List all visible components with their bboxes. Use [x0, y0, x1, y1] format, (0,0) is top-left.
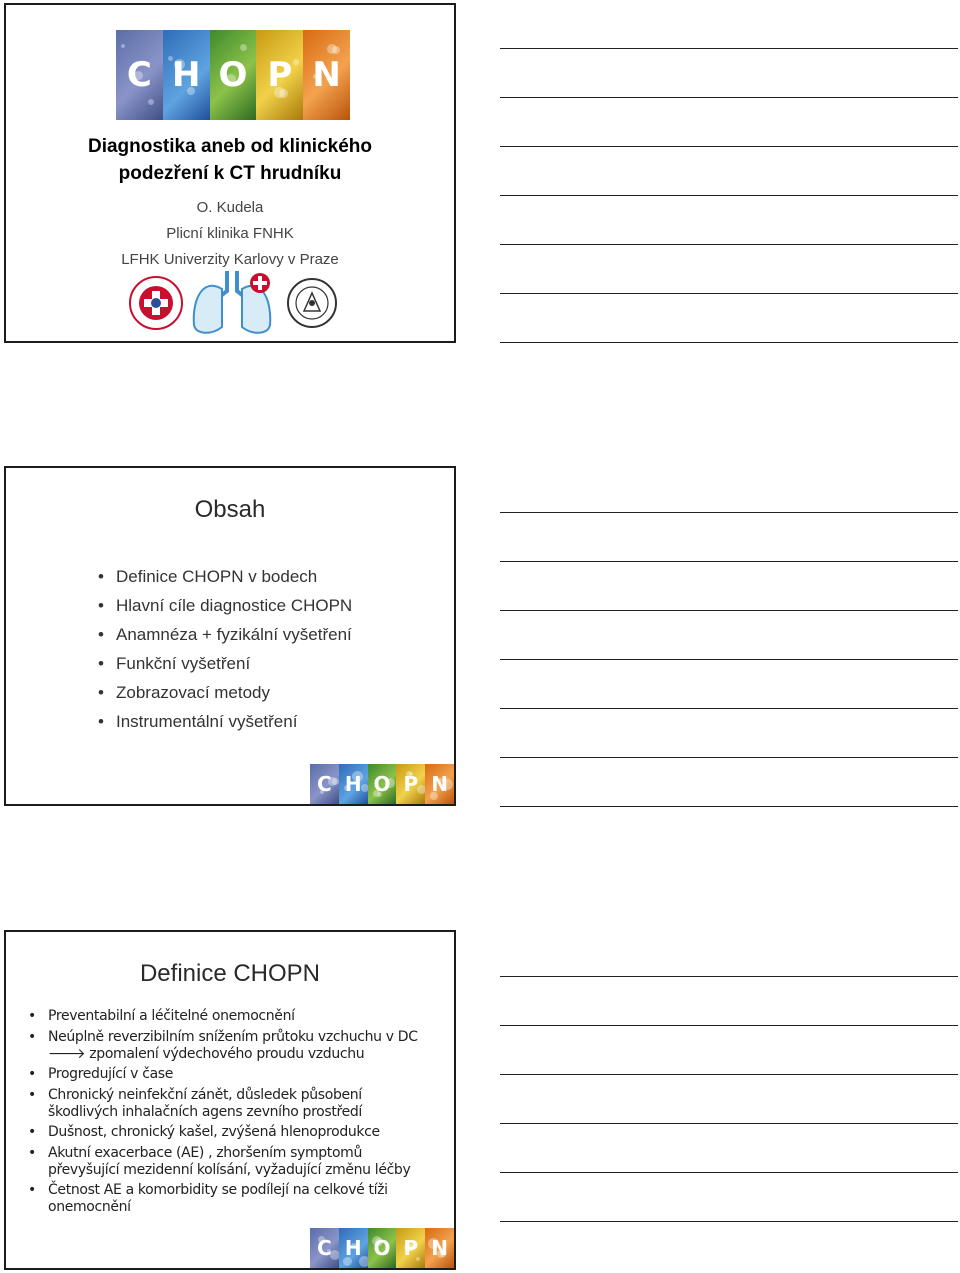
banner-letter-n: N	[425, 1228, 454, 1268]
droplet-decoration	[351, 1243, 357, 1249]
banner-letter-c: C	[310, 1228, 339, 1268]
droplet-decoration	[327, 1249, 331, 1253]
note-line	[500, 97, 958, 98]
logo-row	[6, 265, 454, 339]
droplet-decoration	[344, 785, 350, 791]
contents-heading: Obsah	[194, 496, 266, 523]
droplet-decoration	[293, 59, 299, 65]
note-line	[500, 610, 958, 611]
note-line	[500, 146, 958, 147]
definition-line-1: Progredující v čase	[48, 1066, 174, 1082]
contents-item: • Definice CHOPN v bodech	[98, 562, 352, 591]
banner-letter-o: O	[368, 764, 397, 804]
banner-letter-h: H	[339, 764, 368, 804]
droplet-decoration	[274, 87, 285, 98]
droplet-decoration	[428, 1238, 439, 1249]
chopn-banner	[116, 30, 350, 120]
droplet-decoration	[343, 1257, 352, 1266]
note-line	[500, 1123, 958, 1124]
definition-line-1: Dušnost, chronický kašel, zvýšená hlenoprodukce	[48, 1124, 380, 1140]
note-line	[500, 1025, 958, 1026]
note-line	[500, 1172, 958, 1173]
note-line	[500, 1074, 958, 1075]
title-line-2: podezření k CT hrudníku	[118, 163, 342, 184]
contents-item: • Hlavní cíle diagnostice CHOPN	[98, 591, 352, 620]
definition-item	[28, 1124, 448, 1141]
droplet-decoration	[327, 44, 337, 54]
note-line	[500, 561, 958, 562]
droplet-decoration	[437, 1250, 445, 1258]
title-line-1: Diagnostika aneb od klinického	[87, 136, 372, 157]
contents-item: • Funkční vyšetření	[98, 649, 352, 678]
contents-list	[98, 562, 352, 736]
faculty-seal-logo	[288, 279, 336, 327]
note-line	[500, 48, 958, 49]
droplet-decoration	[328, 777, 337, 786]
contents-item: • Zobrazovací metody	[98, 678, 352, 707]
banner-letter-h: H	[339, 1228, 368, 1268]
droplet-decoration	[313, 74, 318, 79]
droplet-decoration	[320, 790, 324, 794]
contents-item: • Instrumentální vyšetření	[98, 707, 352, 736]
droplet-decoration	[383, 1250, 388, 1255]
definition-item	[28, 1008, 448, 1025]
note-line	[500, 244, 958, 245]
definition-item	[28, 1029, 448, 1063]
banner-letter-o: O	[368, 1228, 397, 1268]
definition-line-2: škodlivých inhalačních agens zevního prostředí	[48, 1103, 362, 1120]
author-name: O. Kudela	[196, 199, 264, 216]
definition-line-1: Preventabilní a léčitelné onemocnění	[48, 1008, 295, 1024]
banner-letter-p: P	[396, 1228, 425, 1268]
droplet-decoration	[318, 1236, 325, 1243]
presentation-title	[6, 133, 454, 187]
droplet-decoration	[352, 771, 363, 782]
banner-letter-o: O	[210, 30, 257, 120]
droplet-decoration	[226, 74, 236, 84]
droplet-decoration	[148, 99, 154, 105]
slide-contents	[4, 466, 456, 806]
note-line	[500, 195, 958, 196]
definition-list	[28, 1008, 448, 1220]
note-line	[500, 757, 958, 758]
banner-letter-n: N	[303, 30, 350, 120]
definition-item	[28, 1066, 448, 1083]
droplet-decoration	[221, 71, 225, 75]
droplet-decoration	[187, 87, 195, 95]
droplet-decoration	[168, 56, 173, 61]
droplet-decoration	[121, 44, 125, 48]
definition-line-1: Chronický neinfekční zánět, důsledek působení	[48, 1086, 362, 1103]
definition-line-1: Četnost AE a komorbidity se podílejí na celkové tíži	[48, 1182, 388, 1198]
droplet-decoration	[134, 71, 143, 80]
note-line	[500, 512, 958, 513]
droplet-decoration	[416, 1257, 420, 1261]
droplet-decoration	[430, 792, 438, 800]
droplet-decoration	[240, 44, 247, 51]
droplet-decoration	[174, 59, 185, 70]
clinic-name: Plicní klinika FNHK	[166, 225, 294, 242]
slide-definition	[4, 930, 456, 1270]
droplet-decoration	[406, 771, 412, 777]
definition-line-2: převyšující mezidenní kolísání, vyžadující změnu léčby	[48, 1161, 411, 1178]
definition-item	[28, 1182, 448, 1216]
note-line	[500, 659, 958, 660]
contents-item: • Anamnéza + fyzikální vyšetření	[98, 620, 352, 649]
faculty-name: LFHK Univerzity Karlovy v Praze	[121, 251, 339, 268]
definition-line-1: Neúplně reverzibilním snížením průtoku vzchuchu v DC	[48, 1028, 418, 1045]
note-line	[500, 293, 958, 294]
slide-title	[4, 3, 456, 343]
droplet-decoration	[442, 779, 453, 790]
banner-letter-c: C	[116, 30, 163, 120]
banner-letter-h: H	[163, 30, 210, 120]
banner-letter-n: N	[425, 764, 454, 804]
droplet-decoration	[385, 778, 395, 788]
hospital-logo	[130, 277, 182, 329]
definition-heading: Definice CHOPN	[139, 960, 321, 987]
chopn-banner-small	[310, 764, 454, 804]
definition-item	[28, 1145, 448, 1179]
banner-letter-c: C	[310, 764, 339, 804]
note-line	[500, 806, 958, 807]
note-line	[500, 342, 958, 343]
definition-line-2: onemocnění	[48, 1199, 131, 1215]
note-line	[500, 1221, 958, 1222]
definition-line-1: Akutní exacerbace (AE) , zhoršením symptomů	[48, 1144, 362, 1161]
banner-letter-p: P	[256, 30, 303, 120]
definition-line-2: 🡒 zpomalení výdechového proudu vzduchu	[48, 1045, 365, 1062]
droplet-decoration	[372, 1236, 382, 1246]
banner-letter-p: P	[396, 764, 425, 804]
definition-item	[28, 1087, 448, 1121]
note-line	[500, 976, 958, 977]
chopn-banner-small	[310, 1228, 454, 1268]
lungs-logo	[194, 271, 271, 333]
note-line	[500, 708, 958, 709]
